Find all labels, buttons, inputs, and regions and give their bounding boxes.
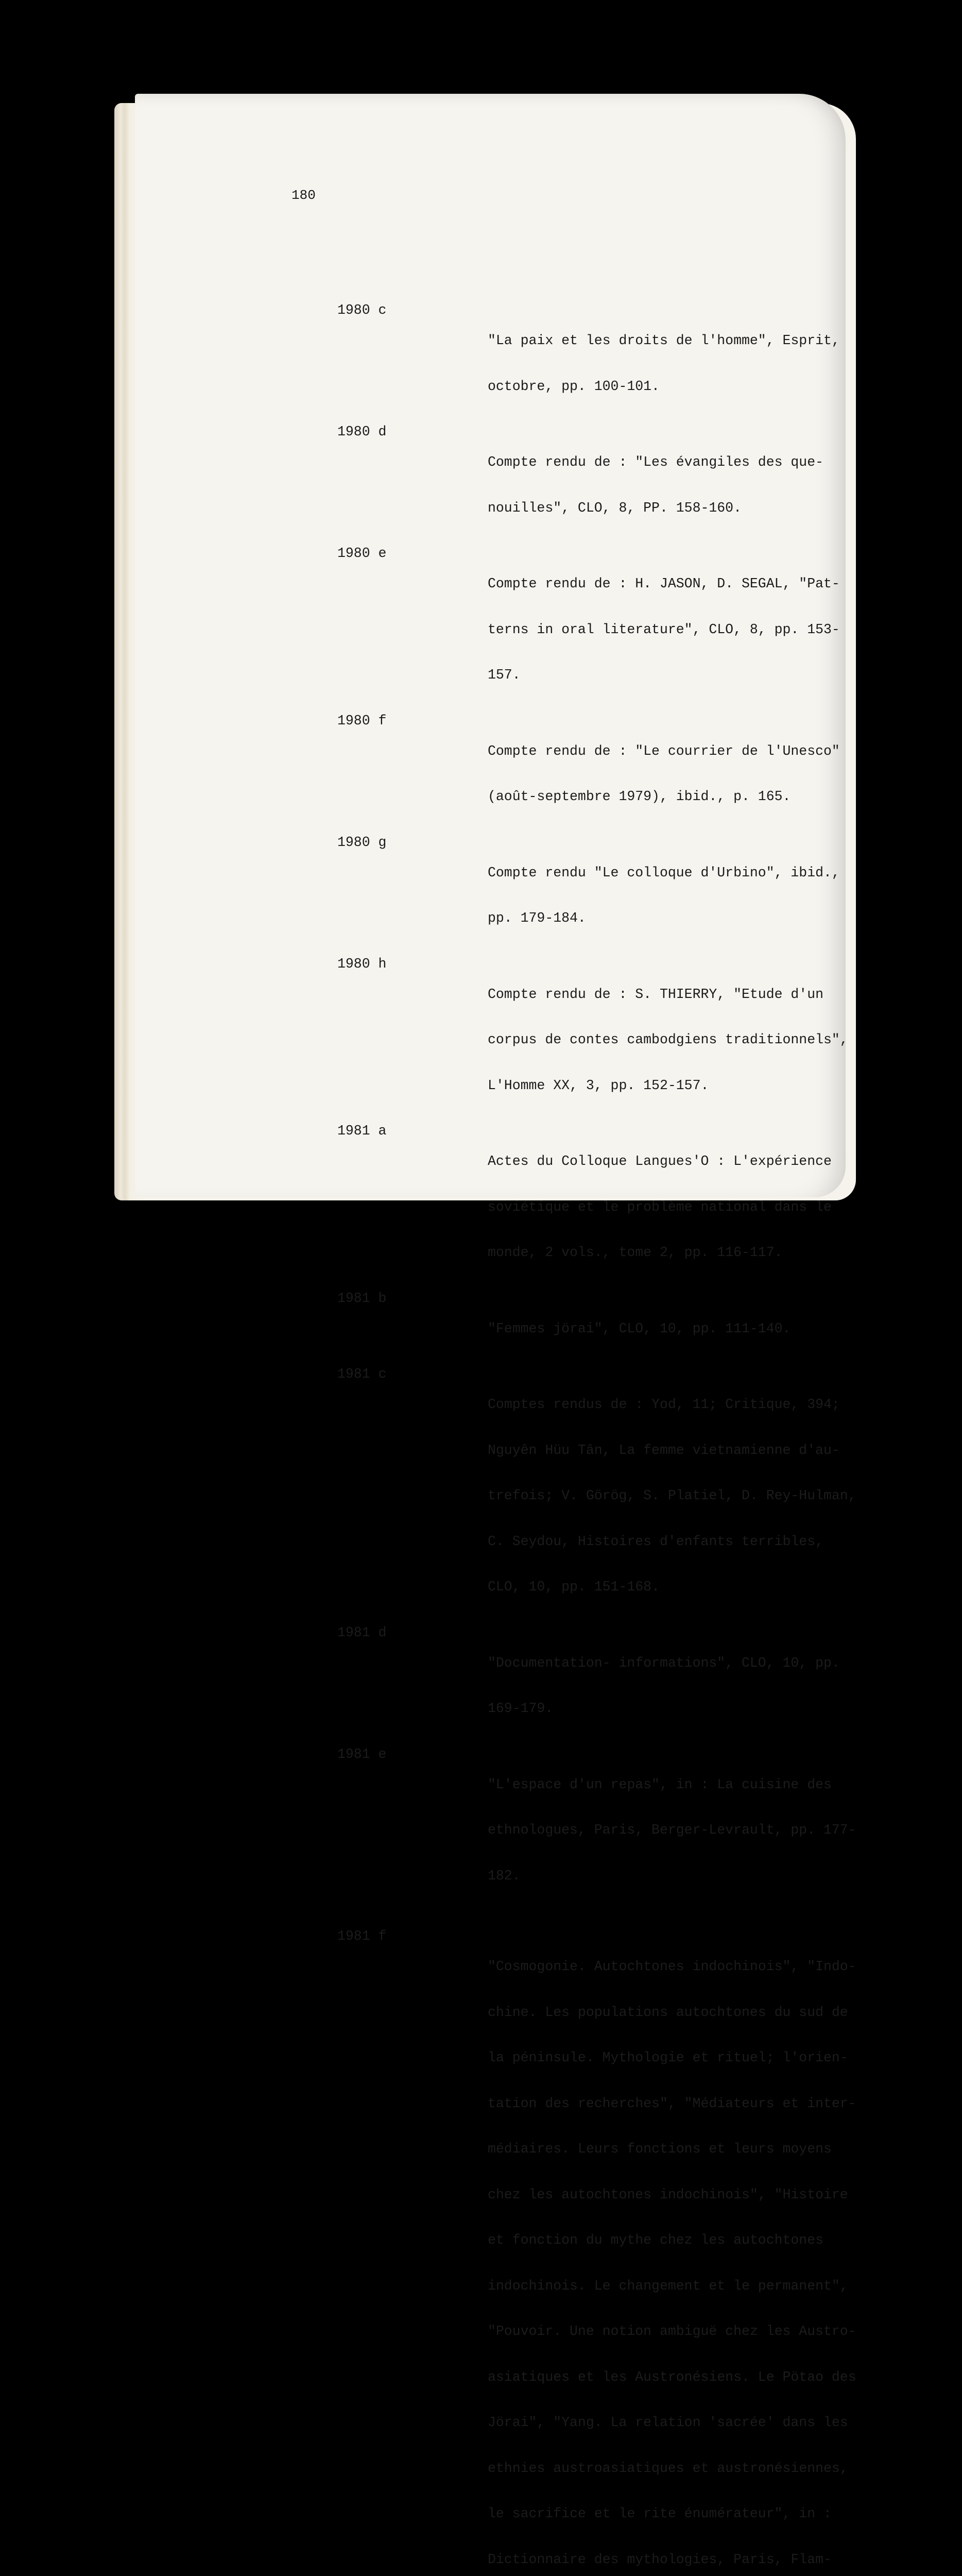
entry-text	[488, 714, 852, 835]
entry-text	[488, 546, 852, 714]
entry-year: 1980 e	[337, 546, 387, 561]
entry-line: et fonction du mythe chez les autochtones	[488, 2232, 824, 2248]
entry-text	[488, 303, 852, 425]
bibliography-entry	[337, 835, 852, 957]
entry-year: 1980 g	[337, 834, 387, 850]
entry-year: 1981 b	[337, 1290, 387, 1306]
entry-line: corpus de contes cambodgiens traditionnels",	[488, 1032, 848, 1047]
entry-line: "Documentation- informations", CLO, 10, pp.	[488, 1655, 840, 1671]
entry-year: 1980 h	[337, 956, 387, 972]
entry-line: Comptes rendus de : Yod, 11; Critique, 394;	[488, 1397, 840, 1412]
entry-line: Compte rendu de : "Les évangiles des que-	[488, 454, 824, 470]
entry-line: pp. 179-184.	[488, 910, 586, 926]
entry-line: CLO, 10, pp. 151-168.	[488, 1579, 660, 1595]
entry-year: 1981 d	[337, 1624, 387, 1640]
entry-line: Nguyên Hüu Tân, La femme vietnamienne d'au-	[488, 1442, 840, 1458]
bibliography-entry	[337, 1928, 856, 2576]
entry-line: Compte rendu "Le colloque d'Urbino", ibid.,	[488, 865, 840, 880]
entry-line: 182.	[488, 1868, 521, 1884]
entry-line: C. Seydou, Histoires d'enfants terribles,	[488, 1533, 824, 1549]
entry-year: 1980 d	[337, 424, 387, 439]
entry-line: médiaires. Leurs fonctions et leurs moyens	[488, 2141, 832, 2157]
entry-text	[488, 1625, 852, 1747]
entry-line: Compte rendu de : S. THIERRY, "Etude d'un	[488, 986, 824, 1002]
bibliography-entry	[337, 1124, 852, 1291]
entry-line: Jörai", "Yang. La relation 'sacrée' dans les	[488, 2415, 848, 2430]
entry-line: "Pouvoir. Une notion ambiguë chez les Austro-	[488, 2324, 856, 2339]
entry-line: Compte rendu de : "Le courrier de l'Unesco"	[488, 743, 840, 759]
entry-spacer	[337, 1914, 852, 1929]
entry-text	[488, 425, 852, 546]
entry-line: 169-179.	[488, 1701, 554, 1716]
entry-line: chine. Les populations autochtones du sud de	[488, 2004, 848, 2020]
entry-line: asiatiques et les Austronésiens. Le Pötao des	[488, 2369, 856, 2385]
entry-line: terns in oral literature", CLO, 8, pp. 153-	[488, 621, 840, 637]
bibliography-entry	[337, 957, 852, 1124]
bibliography-entry	[337, 714, 852, 835]
entry-line: nouilles", CLO, 8, PP. 158-160.	[488, 500, 742, 516]
bibliography-list	[337, 302, 856, 2576]
entry-year: 1980 c	[337, 302, 387, 318]
entry-line: chez les autochtones indochinois", "Histoire	[488, 2187, 848, 2202]
entry-line: tation des recherches", "Médiateurs et inter-	[488, 2095, 856, 2111]
bibliography-entry	[337, 1366, 856, 1625]
bibliography-entry	[337, 1746, 856, 1914]
entry-line: la péninsule. Mythologie et rituel; l'orien-	[488, 2050, 848, 2065]
entry-line: L'Homme XX, 3, pp. 152-157.	[488, 1077, 709, 1093]
entry-line: "L'espace d'un repas", in : La cuisine des	[488, 1776, 832, 1792]
bibliography-entry	[337, 303, 852, 425]
entry-line: "La paix et les droits de l'homme", Esprit,	[488, 333, 840, 348]
page-number: 180	[291, 188, 316, 203]
entry-year: 1981 e	[337, 1746, 387, 1762]
entry-line: 157.	[488, 667, 521, 683]
entry-text	[488, 1747, 856, 1914]
entry-line: ethnologues, Paris, Berger-Levrault, pp. 177-	[488, 1822, 856, 1838]
entry-line: octobre, pp. 100-101.	[488, 378, 660, 394]
entry-line: Dictionnaire des mythologies, Paris, Flam-	[488, 2551, 832, 2567]
entry-year: 1981 f	[337, 1928, 387, 1944]
entry-line: indochinois. Le changement et le permanent",	[488, 2278, 848, 2294]
entry-year: 1981 a	[337, 1123, 387, 1139]
entry-line: (août-septembre 1979), ibid., p. 165.	[488, 789, 791, 804]
entry-line: soviétique et le problème national dans le	[488, 1199, 832, 1215]
bibliography-entry	[337, 546, 852, 714]
entry-line: le sacrifice et le rite énumérateur", in :	[488, 2506, 832, 2521]
entry-text	[488, 1929, 856, 2576]
bibliography-entry	[337, 1291, 852, 1367]
entry-line: "Femmes jörai", CLO, 10, pp. 111-140.	[488, 1320, 791, 1336]
entry-year: 1981 c	[337, 1366, 387, 1382]
entry-text	[488, 957, 852, 1124]
entry-line: ethnies austroasiatiques et austronésiennes,	[488, 2460, 848, 2476]
entry-line: Compte rendu de : H. JASON, D. SEGAL, "Pat-	[488, 576, 840, 591]
bibliography-entry	[337, 1625, 852, 1747]
bibliography-entry	[337, 425, 852, 546]
entry-year: 1980 f	[337, 713, 387, 728]
entry-line: Actes du Colloque Langues'O : L'expérience	[488, 1154, 832, 1169]
entry-text	[488, 1124, 852, 1291]
entry-text	[488, 1367, 856, 1625]
entry-line: monde, 2 vols., tome 2, pp. 116-117.	[488, 1245, 783, 1260]
entry-text	[488, 835, 852, 957]
entry-line: "Cosmogonie. Autochtones indochinois", "Indo-	[488, 1959, 856, 1974]
entry-text	[488, 1291, 852, 1367]
entry-line: trefois; V. Görög, S. Platiel, D. Rey-Hulman,	[488, 1488, 856, 1503]
